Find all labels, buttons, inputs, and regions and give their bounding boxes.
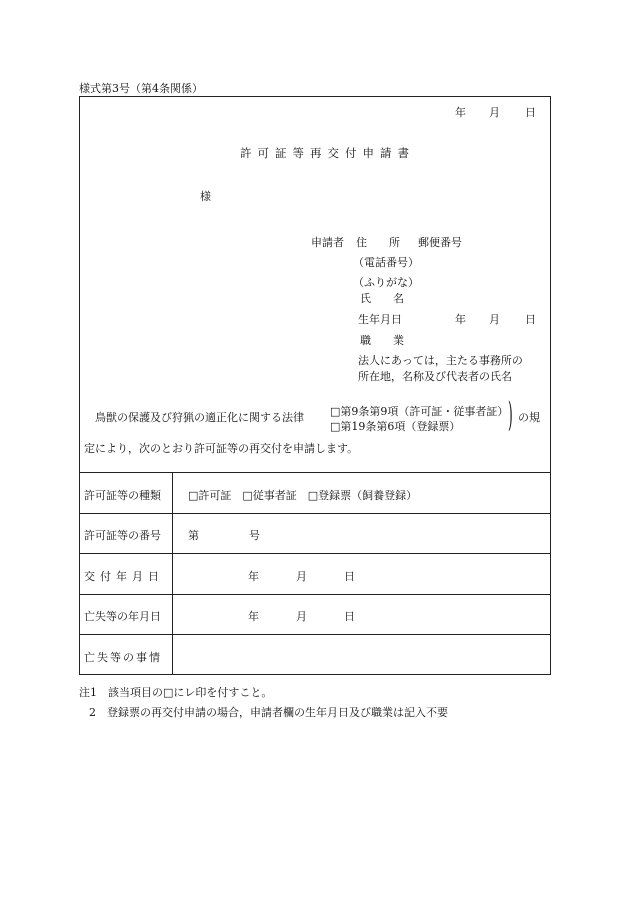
date-year-label: 年 [455, 106, 466, 119]
table-row-divider [79, 594, 551, 595]
corporate-note-line-1: 法人にあっては，主たる事務所の [358, 354, 523, 367]
name-label: 氏 名 [360, 292, 404, 305]
loss-day-label: 日 [344, 610, 355, 623]
loss-year-label: 年 [248, 610, 259, 623]
date-day-label: 日 [525, 106, 536, 119]
row-label-loss-circumstances: 亡失等の事情 [84, 651, 162, 664]
date-month-label: 月 [489, 106, 500, 119]
birth-date-label: 生年月日 [358, 313, 402, 326]
birth-year-label: 年 [455, 313, 466, 326]
form-title: 許可証等再交付申請書 [240, 146, 415, 160]
table-row-divider [79, 553, 551, 554]
note-2: 2 登録票の再交付申請の場合，申請者欄の生年月日及び職業は記入不要 [89, 706, 448, 719]
corporate-note-line-2: 所在地，名称及び代表者の氏名 [358, 370, 512, 383]
birth-day-label: 日 [525, 313, 536, 326]
table-top-divider [79, 472, 551, 473]
permit-type-options: □許可証 □従事者証 □登録票（飼養登録） [188, 489, 418, 502]
applicant-label: 申請者 [311, 236, 344, 249]
row-label-loss-date: 亡失等の年月日 [84, 610, 161, 623]
table-row-divider [79, 634, 551, 635]
address-label: 住 所 [356, 236, 400, 249]
note-1: 注1 該当項目の□にレ印を付すこと。 [79, 686, 273, 699]
table-row-divider [79, 513, 551, 514]
application-form [79, 96, 551, 675]
loss-month-label: 月 [296, 610, 307, 623]
furigana-label: （ふりがな） [353, 276, 419, 289]
law-name: 鳥獣の保護及び狩猟の適正化に関する法律 [95, 411, 304, 424]
permit-number-prefix: 第 [188, 529, 199, 542]
row-label-issue-date: 交付年月日 [84, 570, 164, 583]
issue-year-label: 年 [248, 570, 259, 583]
issue-day-label: 日 [344, 570, 355, 583]
permit-number-suffix: 号 [249, 529, 260, 542]
row-label-permit-number: 許可証等の番号 [84, 529, 161, 542]
statement-line-2: 定により，次のとおり許可証等の再交付を申請します。 [84, 442, 359, 455]
phone-label: （電話番号） [353, 256, 419, 269]
birth-month-label: 月 [489, 313, 500, 326]
closing-bracket-icon: ) [508, 395, 513, 435]
provision-option-2: □第19条第6項（登録票） [330, 420, 461, 433]
provision-option-1: □第9条第9項（許可証・従事者証） [330, 405, 509, 418]
row-label-permit-type: 許可証等の種類 [84, 489, 161, 502]
occupation-label: 職 業 [360, 334, 404, 347]
table-column-divider [172, 472, 173, 675]
postal-code-label: 郵便番号 [418, 236, 462, 249]
issue-month-label: 月 [296, 570, 307, 583]
statement-suffix: の規 [518, 411, 540, 424]
addressee-suffix: 様 [200, 190, 211, 203]
form-number: 様式第3号（第4条関係） [79, 82, 203, 95]
